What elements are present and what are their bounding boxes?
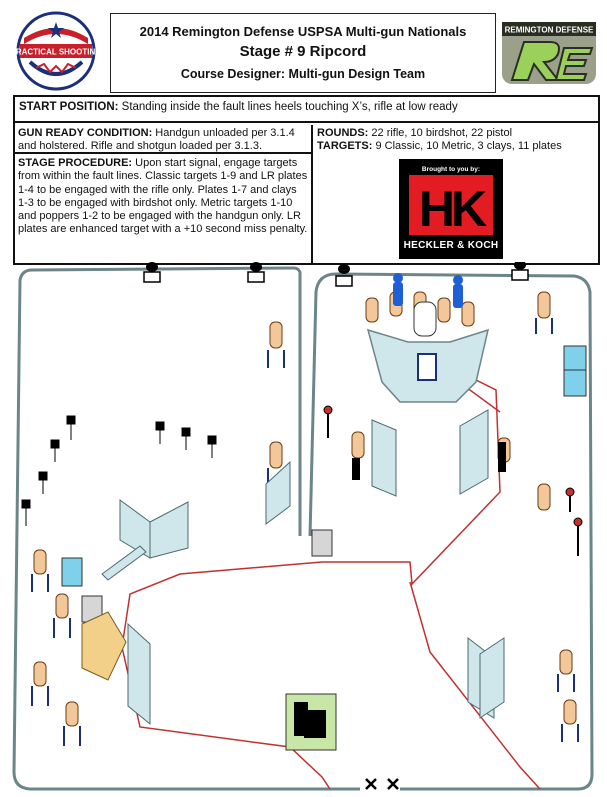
start-position-text: Standing inside the fault lines heels touching X’s, rifle at low ready: [118, 101, 458, 113]
stage-procedure-cell: [15, 154, 313, 263]
poppers: [324, 406, 582, 556]
start-position-label: START POSITION:: [19, 101, 119, 113]
targets-label: TARGETS:: [317, 140, 373, 152]
sponsor-mark: HK: [418, 181, 484, 237]
barrel-grey-1: [312, 530, 332, 556]
remington-defense-icon: [498, 14, 600, 92]
rounds-text: 22 rifle, 10 birdshot, 22 pistol: [368, 127, 513, 139]
gun-ready-label: GUN READY CONDITION:: [18, 127, 153, 139]
stage-info-table: [13, 95, 600, 265]
wood-lattice: [82, 612, 126, 680]
stage-header: [110, 13, 496, 93]
course-designer: Course Designer: Multi-gun Design Team: [180, 67, 426, 81]
remington-logo: [498, 14, 600, 92]
top-markers: [144, 270, 528, 286]
remington-logo-text: REMINGTON DEFENSE: [504, 25, 594, 35]
rounds-label: ROUNDS:: [317, 127, 369, 139]
gun-ready-text: Handgun unloaded per 3.1.4 and holstered. Rifle and shotgun loaded per 3.1.3.: [18, 127, 295, 152]
uspsa-logo: [10, 8, 102, 92]
stage-diagram: [0, 262, 607, 797]
sponsor-brand-text: HECKLER & KOCH: [403, 240, 499, 251]
barrels-right: [564, 346, 586, 396]
sponsor-logo: [399, 159, 503, 259]
sponsor-brought-text: Brought to you by:: [421, 166, 481, 173]
rounds-targets-cell: [313, 125, 598, 263]
stage-title: Stage # 9 Ripcord: [239, 43, 367, 60]
gun-ready-cell: [15, 125, 313, 154]
barricade-walls: [102, 410, 504, 724]
barrel-blue-left: [62, 558, 82, 586]
targets-text: 9 Classic, 10 Metric, 3 clays, 11 plates: [372, 140, 562, 152]
uspsa-logo-text: PRACTICAL SHOOTING: [10, 47, 102, 57]
start-position-row: [15, 97, 598, 123]
stage-procedure-label: STAGE PROCEDURE:: [18, 157, 133, 169]
match-title: 2014 Remington Defense USPSA Multi-gun Nationals: [139, 24, 467, 39]
start-marks: [366, 779, 398, 789]
uspsa-seal-icon: [10, 8, 102, 92]
center-port: [418, 354, 436, 380]
stage-procedure-text: Upon start signal, engage targets from within the fault lines. Classic targets 1-9 and LR plates 1-4 to be engaged with the rifle only. Plates 1-7 and clays 1-3 to be engaged with birdshot only. Metric targets 1-10 and poppers 1-2 to be engaged with the handgun only. LR plates are enhanced target with a +10 second miss penalty.: [18, 157, 308, 236]
